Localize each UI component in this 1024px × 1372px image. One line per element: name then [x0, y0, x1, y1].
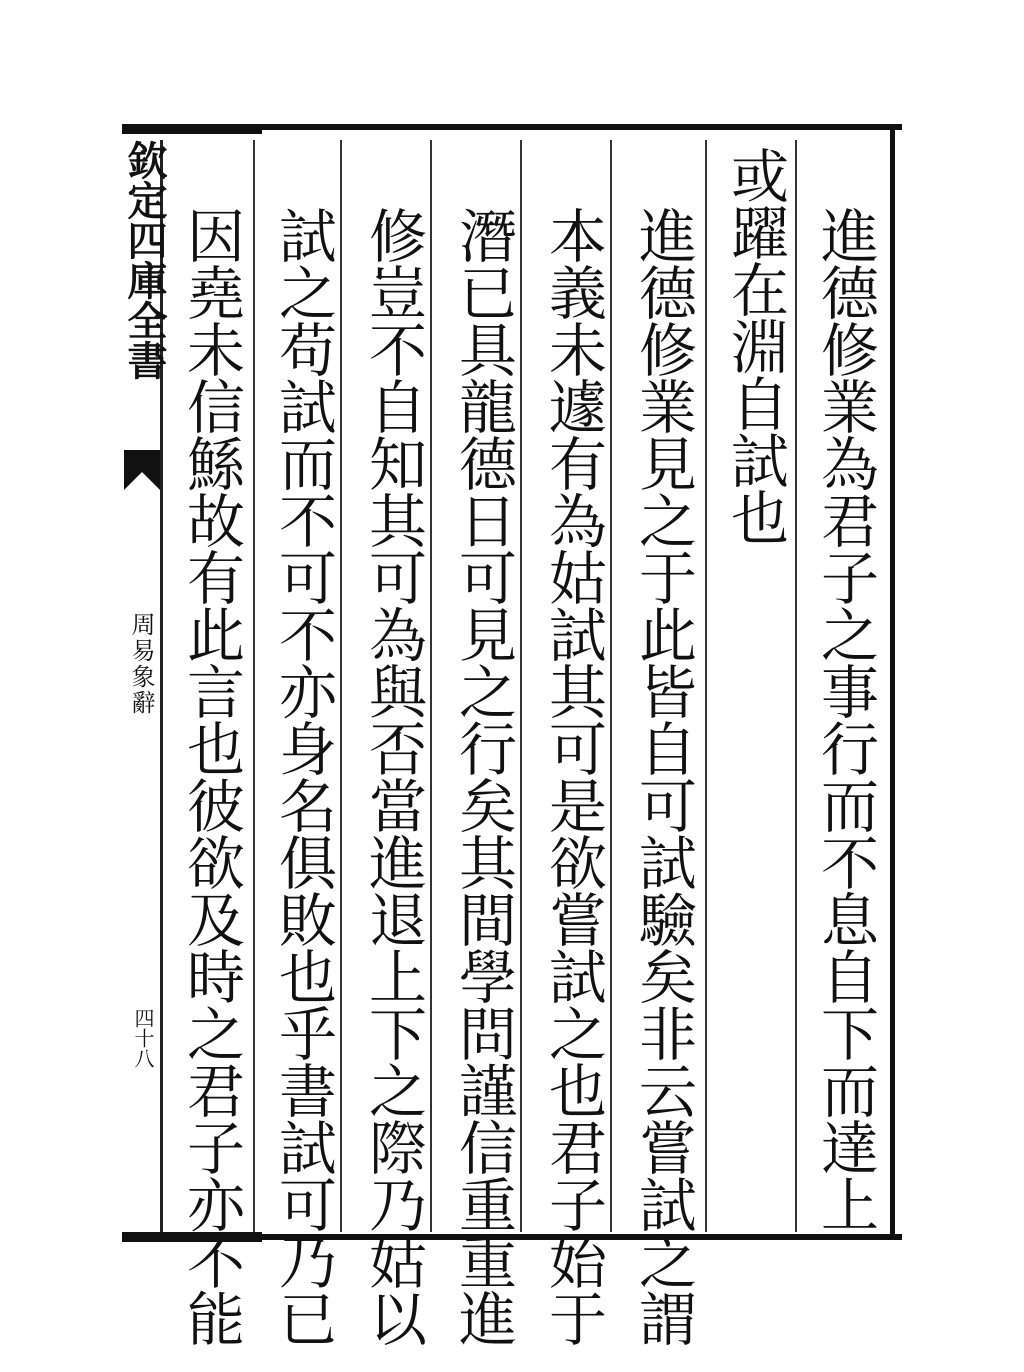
text-column-7: 試之苟試而不可不亦身名俱敗也乎書試可乃已 [269, 206, 337, 1346]
text-column-4: 本義未遽有為姑試其可是欲嘗試之也君子始于 [539, 206, 607, 1346]
frame-right-border [890, 124, 895, 1240]
page-number: 四十八 [131, 1008, 155, 1068]
column-rule [253, 140, 255, 1232]
column-rule [705, 140, 707, 1232]
text-column-1: 進德修業為君子之事行而不息自下而達上 [811, 206, 879, 1232]
text-column-3: 進德修業見之于此皆自可試驗矣非云嘗試之謂 [629, 206, 697, 1346]
book-title: 周易象辭 [127, 612, 155, 716]
column-rule [340, 140, 342, 1232]
text-column-6: 修豈不自知其可為與否當進退上下之際乃姑以 [359, 206, 427, 1346]
text-column-5: 潛已具龍德日可見之行矣其間學問謹信重重進 [449, 206, 517, 1346]
text-column-2: 或躍在淵自試也 [721, 146, 789, 545]
column-rule [795, 140, 797, 1232]
column-rule [520, 140, 522, 1232]
text-column-8: 因堯未信鯀故有此言也彼欲及時之君子亦不能 [177, 206, 245, 1346]
collection-title: 欽定四庫全書 [121, 140, 168, 380]
column-rule [430, 140, 432, 1232]
column-rule [610, 140, 612, 1232]
